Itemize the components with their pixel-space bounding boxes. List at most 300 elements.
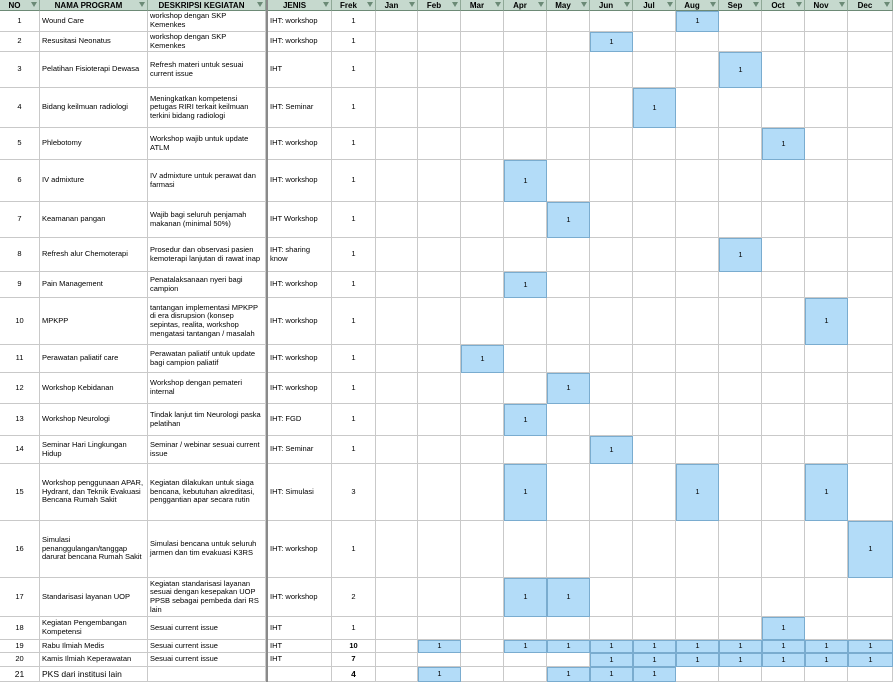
cell-month-nov[interactable] <box>805 52 848 88</box>
cell-month-dec[interactable] <box>848 88 893 128</box>
cell-desc[interactable]: tantangan implementasi MPKPP di era disrupsion (konsep sepintas, realita, workshop mengatasi tantangan / masalah <box>148 298 266 345</box>
cell-month-jun[interactable] <box>590 52 633 88</box>
cell-jenis[interactable]: IHT: workshop <box>268 32 332 52</box>
cell-month-mar[interactable] <box>461 578 504 617</box>
cell-month-apr[interactable] <box>504 617 547 640</box>
cell-month-aug[interactable] <box>676 202 719 238</box>
filter-dropdown-icon[interactable] <box>31 2 37 7</box>
cell-month-apr[interactable] <box>504 238 547 272</box>
cell-month-may[interactable]: 1 <box>547 373 590 404</box>
filter-dropdown-icon[interactable] <box>139 2 145 7</box>
cell-month-jan[interactable] <box>376 653 418 667</box>
cell-month-nov[interactable] <box>805 128 848 160</box>
cell-month-mar[interactable] <box>461 32 504 52</box>
cell-program[interactable]: PKS dari institusi lain <box>40 667 148 682</box>
cell-month-jan[interactable] <box>376 128 418 160</box>
cell-month-jun[interactable]: 1 <box>590 640 633 653</box>
cell-month-sep[interactable] <box>719 464 762 521</box>
cell-month-sep[interactable] <box>719 578 762 617</box>
cell-month-oct[interactable]: 1 <box>762 617 805 640</box>
cell-month-sep[interactable]: 1 <box>719 52 762 88</box>
cell-month-oct[interactable] <box>762 11 805 32</box>
cell-program[interactable]: MPKPP <box>40 298 148 345</box>
cell-month-jan[interactable] <box>376 32 418 52</box>
cell-month-oct[interactable] <box>762 373 805 404</box>
cell-month-aug[interactable]: 1 <box>676 640 719 653</box>
cell-month-apr[interactable] <box>504 298 547 345</box>
cell-month-jun[interactable] <box>590 373 633 404</box>
column-header-month-sep[interactable] <box>719 0 762 11</box>
cell-month-jan[interactable] <box>376 202 418 238</box>
cell-month-jan[interactable] <box>376 578 418 617</box>
cell-month-feb[interactable] <box>418 404 461 436</box>
cell-frek[interactable]: 10 <box>332 640 376 653</box>
cell-month-dec[interactable] <box>848 667 893 682</box>
cell-month-may[interactable] <box>547 345 590 373</box>
cell-month-jan[interactable] <box>376 373 418 404</box>
cell-month-jun[interactable]: 1 <box>590 436 633 464</box>
cell-month-apr[interactable] <box>504 88 547 128</box>
cell-month-jan[interactable] <box>376 11 418 32</box>
cell-month-sep[interactable] <box>719 272 762 298</box>
cell-month-feb[interactable] <box>418 202 461 238</box>
cell-month-sep[interactable] <box>719 298 762 345</box>
cell-month-dec[interactable]: 1 <box>848 521 893 578</box>
cell-month-jul[interactable] <box>633 272 676 298</box>
cell-month-apr[interactable] <box>504 373 547 404</box>
cell-month-dec[interactable] <box>848 298 893 345</box>
cell-month-feb[interactable] <box>418 160 461 202</box>
cell-month-jul[interactable] <box>633 373 676 404</box>
cell-month-apr[interactable] <box>504 32 547 52</box>
cell-month-jul[interactable] <box>633 298 676 345</box>
cell-month-jul[interactable] <box>633 32 676 52</box>
cell-month-apr[interactable] <box>504 653 547 667</box>
column-header-jenis[interactable] <box>268 0 332 11</box>
cell-month-aug[interactable] <box>676 52 719 88</box>
cell-month-feb[interactable] <box>418 238 461 272</box>
cell-month-dec[interactable]: 1 <box>848 640 893 653</box>
cell-month-jan[interactable] <box>376 464 418 521</box>
filter-dropdown-icon[interactable] <box>367 2 373 7</box>
filter-dropdown-icon[interactable] <box>495 2 501 7</box>
cell-no[interactable]: 2 <box>0 32 40 52</box>
cell-no[interactable]: 13 <box>0 404 40 436</box>
cell-month-oct[interactable] <box>762 667 805 682</box>
cell-desc[interactable]: Penatalaksanaan nyeri bagi campion <box>148 272 266 298</box>
cell-desc[interactable]: workshop dengan SKP Kemenkes <box>148 11 266 32</box>
cell-month-oct[interactable] <box>762 404 805 436</box>
cell-month-oct[interactable]: 1 <box>762 653 805 667</box>
cell-month-aug[interactable] <box>676 88 719 128</box>
cell-desc[interactable]: Kegiatan dilakukan untuk siaga bencana, kebutuhan akreditasi, penggantian apar secara rutin <box>148 464 266 521</box>
cell-jenis[interactable] <box>268 667 332 682</box>
cell-frek[interactable]: 4 <box>332 667 376 682</box>
cell-month-feb[interactable] <box>418 345 461 373</box>
cell-month-nov[interactable] <box>805 238 848 272</box>
cell-month-apr[interactable]: 1 <box>504 464 547 521</box>
cell-no[interactable]: 11 <box>0 345 40 373</box>
cell-month-feb[interactable] <box>418 617 461 640</box>
column-header-month-nov[interactable] <box>805 0 848 11</box>
cell-month-oct[interactable] <box>762 88 805 128</box>
cell-month-sep[interactable]: 1 <box>719 640 762 653</box>
cell-frek[interactable]: 1 <box>332 373 376 404</box>
cell-desc[interactable] <box>148 667 266 682</box>
cell-month-jun[interactable] <box>590 128 633 160</box>
cell-month-jun[interactable] <box>590 202 633 238</box>
cell-month-nov[interactable] <box>805 521 848 578</box>
cell-jenis[interactable]: IHT: FGD <box>268 404 332 436</box>
cell-no[interactable]: 6 <box>0 160 40 202</box>
cell-month-sep[interactable] <box>719 202 762 238</box>
cell-month-may[interactable]: 1 <box>547 667 590 682</box>
cell-month-sep[interactable] <box>719 617 762 640</box>
cell-program[interactable]: Pain Management <box>40 272 148 298</box>
cell-month-mar[interactable] <box>461 202 504 238</box>
cell-frek[interactable]: 1 <box>332 128 376 160</box>
cell-month-feb[interactable] <box>418 521 461 578</box>
cell-month-feb[interactable] <box>418 52 461 88</box>
cell-frek[interactable]: 1 <box>332 521 376 578</box>
cell-month-oct[interactable] <box>762 578 805 617</box>
filter-dropdown-icon[interactable] <box>409 2 415 7</box>
cell-month-jul[interactable] <box>633 52 676 88</box>
cell-program[interactable]: Refresh alur Chemoterapi <box>40 238 148 272</box>
cell-month-may[interactable] <box>547 617 590 640</box>
cell-month-apr[interactable]: 1 <box>504 272 547 298</box>
cell-month-may[interactable] <box>547 160 590 202</box>
cell-month-oct[interactable] <box>762 238 805 272</box>
cell-month-jul[interactable] <box>633 464 676 521</box>
filter-dropdown-icon[interactable] <box>753 2 759 7</box>
cell-month-sep[interactable] <box>719 128 762 160</box>
cell-no[interactable]: 1 <box>0 11 40 32</box>
cell-month-feb[interactable] <box>418 11 461 32</box>
cell-month-jul[interactable] <box>633 345 676 373</box>
cell-month-nov[interactable] <box>805 436 848 464</box>
cell-frek[interactable]: 1 <box>332 617 376 640</box>
cell-frek[interactable]: 1 <box>332 238 376 272</box>
cell-month-feb[interactable] <box>418 653 461 667</box>
cell-month-oct[interactable]: 1 <box>762 640 805 653</box>
cell-month-may[interactable] <box>547 404 590 436</box>
cell-month-dec[interactable] <box>848 578 893 617</box>
cell-month-jul[interactable]: 1 <box>633 667 676 682</box>
cell-month-nov[interactable] <box>805 667 848 682</box>
cell-month-mar[interactable] <box>461 617 504 640</box>
cell-month-jun[interactable]: 1 <box>590 667 633 682</box>
cell-program[interactable]: Keamanan pangan <box>40 202 148 238</box>
cell-desc[interactable]: Prosedur dan observasi pasien kemoterapi lanjutan di rawat inap <box>148 238 266 272</box>
column-header-desc[interactable] <box>148 0 266 11</box>
cell-frek[interactable]: 1 <box>332 272 376 298</box>
cell-jenis[interactable]: IHT: workshop <box>268 345 332 373</box>
cell-month-jan[interactable] <box>376 345 418 373</box>
cell-month-apr[interactable]: 1 <box>504 160 547 202</box>
cell-month-mar[interactable] <box>461 11 504 32</box>
column-header-month-aug[interactable] <box>676 0 719 11</box>
cell-desc[interactable]: Meningkatkan kompetensi petugas RIRI terkait keilmuan terkini bidang radiologi <box>148 88 266 128</box>
cell-month-nov[interactable] <box>805 160 848 202</box>
cell-month-jun[interactable] <box>590 160 633 202</box>
cell-frek[interactable]: 1 <box>332 345 376 373</box>
cell-month-jun[interactable]: 1 <box>590 32 633 52</box>
cell-program[interactable]: Standarisasi layanan UOP <box>40 578 148 617</box>
cell-month-dec[interactable] <box>848 11 893 32</box>
column-header-no[interactable] <box>0 0 40 11</box>
cell-month-dec[interactable] <box>848 128 893 160</box>
cell-month-nov[interactable] <box>805 373 848 404</box>
cell-month-jan[interactable] <box>376 298 418 345</box>
cell-program[interactable]: Kamis Ilmiah Keperawatan <box>40 653 148 667</box>
cell-program[interactable]: Seminar Hari Lingkungan Hidup <box>40 436 148 464</box>
cell-month-may[interactable]: 1 <box>547 640 590 653</box>
cell-month-feb[interactable] <box>418 373 461 404</box>
cell-month-oct[interactable] <box>762 436 805 464</box>
cell-month-nov[interactable] <box>805 88 848 128</box>
cell-month-jul[interactable] <box>633 128 676 160</box>
column-header-month-jun[interactable] <box>590 0 633 11</box>
cell-program[interactable]: Rabu Ilmiah Medis <box>40 640 148 653</box>
cell-month-dec[interactable] <box>848 373 893 404</box>
cell-month-aug[interactable] <box>676 404 719 436</box>
cell-month-nov[interactable] <box>805 345 848 373</box>
column-header-month-mar[interactable] <box>461 0 504 11</box>
cell-month-nov[interactable]: 1 <box>805 298 848 345</box>
cell-month-oct[interactable] <box>762 298 805 345</box>
cell-desc[interactable]: Tindak lanjut tim Neurologi paska pelatihan <box>148 404 266 436</box>
cell-jenis[interactable]: IHT: Seminar <box>268 436 332 464</box>
cell-month-aug[interactable]: 1 <box>676 464 719 521</box>
cell-month-nov[interactable] <box>805 404 848 436</box>
cell-no[interactable]: 19 <box>0 640 40 653</box>
cell-jenis[interactable]: IHT Workshop <box>268 202 332 238</box>
cell-no[interactable]: 8 <box>0 238 40 272</box>
cell-frek[interactable]: 1 <box>332 11 376 32</box>
cell-month-may[interactable] <box>547 128 590 160</box>
cell-jenis[interactable]: IHT: workshop <box>268 373 332 404</box>
cell-month-apr[interactable] <box>504 667 547 682</box>
cell-frek[interactable]: 1 <box>332 32 376 52</box>
cell-month-apr[interactable]: 1 <box>504 404 547 436</box>
cell-month-jun[interactable] <box>590 88 633 128</box>
cell-month-jan[interactable] <box>376 272 418 298</box>
cell-month-mar[interactable] <box>461 238 504 272</box>
cell-month-nov[interactable] <box>805 11 848 32</box>
filter-dropdown-icon[interactable] <box>796 2 802 7</box>
column-header-frek[interactable] <box>332 0 376 11</box>
cell-desc[interactable]: Kegiatan standarisasi layanan sesuai dengan kesepakan UOP PPSB sebagai pembeda dari RS lain <box>148 578 266 617</box>
cell-month-jul[interactable] <box>633 521 676 578</box>
cell-desc[interactable]: Workshop dengan pemateri internal <box>148 373 266 404</box>
cell-month-dec[interactable] <box>848 436 893 464</box>
cell-month-jan[interactable] <box>376 52 418 88</box>
cell-program[interactable]: Simulasi penanggulangan/tanggap darurat bencana Rumah Sakit <box>40 521 148 578</box>
cell-month-aug[interactable] <box>676 160 719 202</box>
cell-month-may[interactable]: 1 <box>547 578 590 617</box>
cell-month-jul[interactable] <box>633 160 676 202</box>
cell-month-aug[interactable] <box>676 436 719 464</box>
column-header-month-may[interactable] <box>547 0 590 11</box>
cell-month-jan[interactable] <box>376 88 418 128</box>
filter-dropdown-icon[interactable] <box>839 2 845 7</box>
cell-month-sep[interactable] <box>719 345 762 373</box>
cell-no[interactable]: 18 <box>0 617 40 640</box>
cell-month-sep[interactable] <box>719 521 762 578</box>
cell-month-may[interactable] <box>547 464 590 521</box>
cell-month-dec[interactable] <box>848 160 893 202</box>
cell-month-dec[interactable] <box>848 52 893 88</box>
filter-dropdown-icon[interactable] <box>538 2 544 7</box>
cell-month-apr[interactable] <box>504 202 547 238</box>
cell-month-oct[interactable] <box>762 160 805 202</box>
cell-frek[interactable]: 1 <box>332 52 376 88</box>
cell-no[interactable]: 9 <box>0 272 40 298</box>
cell-jenis[interactable]: IHT: workshop <box>268 578 332 617</box>
cell-jenis[interactable]: IHT: workshop <box>268 11 332 32</box>
cell-month-nov[interactable] <box>805 272 848 298</box>
cell-month-sep[interactable]: 1 <box>719 238 762 272</box>
cell-month-feb[interactable] <box>418 464 461 521</box>
cell-month-jun[interactable] <box>590 298 633 345</box>
cell-desc[interactable]: Refresh materi untuk sesuai current issue <box>148 52 266 88</box>
cell-month-feb[interactable] <box>418 88 461 128</box>
cell-month-dec[interactable] <box>848 32 893 52</box>
filter-dropdown-icon[interactable] <box>323 2 329 7</box>
cell-month-mar[interactable] <box>461 653 504 667</box>
cell-month-oct[interactable] <box>762 464 805 521</box>
column-header-month-dec[interactable] <box>848 0 893 11</box>
cell-month-feb[interactable] <box>418 32 461 52</box>
cell-month-sep[interactable] <box>719 404 762 436</box>
cell-month-dec[interactable] <box>848 345 893 373</box>
cell-month-jul[interactable] <box>633 578 676 617</box>
cell-jenis[interactable]: IHT <box>268 640 332 653</box>
cell-program[interactable]: Kegiatan Pengembangan Kompetensi <box>40 617 148 640</box>
cell-desc[interactable]: Sesuai current issue <box>148 640 266 653</box>
cell-month-jul[interactable] <box>633 202 676 238</box>
cell-month-sep[interactable] <box>719 667 762 682</box>
cell-month-nov[interactable]: 1 <box>805 464 848 521</box>
filter-dropdown-icon[interactable] <box>581 2 587 7</box>
cell-month-mar[interactable] <box>461 298 504 345</box>
cell-month-sep[interactable] <box>719 160 762 202</box>
cell-jenis[interactable]: IHT: Simulasi <box>268 464 332 521</box>
cell-month-dec[interactable] <box>848 238 893 272</box>
column-header-month-oct[interactable] <box>762 0 805 11</box>
cell-month-mar[interactable] <box>461 436 504 464</box>
cell-month-apr[interactable] <box>504 52 547 88</box>
cell-month-jul[interactable]: 1 <box>633 640 676 653</box>
column-header-month-jul[interactable] <box>633 0 676 11</box>
cell-month-dec[interactable] <box>848 404 893 436</box>
cell-month-mar[interactable] <box>461 404 504 436</box>
cell-program[interactable]: Perawatan paliatif care <box>40 345 148 373</box>
cell-program[interactable]: Pelatihan Fisioterapi Dewasa <box>40 52 148 88</box>
cell-frek[interactable]: 1 <box>332 88 376 128</box>
cell-month-jul[interactable]: 1 <box>633 88 676 128</box>
column-header-program[interactable] <box>40 0 148 11</box>
cell-no[interactable]: 10 <box>0 298 40 345</box>
cell-frek[interactable]: 1 <box>332 436 376 464</box>
cell-jenis[interactable]: IHT: workshop <box>268 298 332 345</box>
cell-month-jul[interactable] <box>633 404 676 436</box>
cell-no[interactable]: 7 <box>0 202 40 238</box>
cell-month-aug[interactable] <box>676 521 719 578</box>
cell-month-jan[interactable] <box>376 238 418 272</box>
cell-desc[interactable]: Perawatan paliatif untuk update bagi campion paliatif <box>148 345 266 373</box>
cell-no[interactable]: 21 <box>0 667 40 682</box>
cell-month-mar[interactable] <box>461 464 504 521</box>
cell-month-nov[interactable]: 1 <box>805 640 848 653</box>
cell-no[interactable]: 15 <box>0 464 40 521</box>
cell-month-jul[interactable] <box>633 436 676 464</box>
cell-frek[interactable]: 1 <box>332 404 376 436</box>
cell-month-may[interactable]: 1 <box>547 202 590 238</box>
cell-month-may[interactable] <box>547 272 590 298</box>
cell-month-dec[interactable] <box>848 202 893 238</box>
filter-dropdown-icon[interactable] <box>624 2 630 7</box>
cell-frek[interactable]: 2 <box>332 578 376 617</box>
cell-month-apr[interactable] <box>504 436 547 464</box>
cell-month-jan[interactable] <box>376 160 418 202</box>
cell-month-jun[interactable] <box>590 521 633 578</box>
cell-month-jan[interactable] <box>376 640 418 653</box>
cell-month-oct[interactable]: 1 <box>762 128 805 160</box>
cell-desc[interactable]: Seminar / webinar sesuai current issue <box>148 436 266 464</box>
cell-desc[interactable]: Simulasi bencana untuk seluruh jarmen dan tim evakuasi K3RS <box>148 521 266 578</box>
cell-month-mar[interactable] <box>461 640 504 653</box>
cell-month-mar[interactable] <box>461 521 504 578</box>
cell-month-feb[interactable]: 1 <box>418 640 461 653</box>
cell-month-may[interactable] <box>547 298 590 345</box>
cell-month-oct[interactable] <box>762 272 805 298</box>
cell-month-jul[interactable] <box>633 617 676 640</box>
cell-month-apr[interactable] <box>504 521 547 578</box>
cell-month-mar[interactable] <box>461 373 504 404</box>
cell-no[interactable]: 4 <box>0 88 40 128</box>
cell-jenis[interactable]: IHT: sharing know <box>268 238 332 272</box>
filter-dropdown-icon[interactable] <box>884 2 890 7</box>
cell-month-aug[interactable]: 1 <box>676 11 719 32</box>
cell-month-apr[interactable] <box>504 345 547 373</box>
cell-month-aug[interactable]: 1 <box>676 653 719 667</box>
cell-month-sep[interactable] <box>719 88 762 128</box>
cell-no[interactable]: 3 <box>0 52 40 88</box>
cell-month-feb[interactable] <box>418 128 461 160</box>
cell-month-may[interactable] <box>547 88 590 128</box>
cell-month-jun[interactable]: 1 <box>590 653 633 667</box>
cell-jenis[interactable]: IHT: workshop <box>268 521 332 578</box>
cell-program[interactable]: Bidang keilmuan radiologi <box>40 88 148 128</box>
cell-program[interactable]: Phlebotomy <box>40 128 148 160</box>
cell-month-nov[interactable] <box>805 578 848 617</box>
cell-desc[interactable]: Sesuai current issue <box>148 617 266 640</box>
cell-month-jun[interactable] <box>590 345 633 373</box>
cell-month-jul[interactable] <box>633 11 676 32</box>
cell-desc[interactable]: Wajib bagi seluruh penjamah makanan (minimal 50%) <box>148 202 266 238</box>
cell-month-dec[interactable] <box>848 617 893 640</box>
cell-no[interactable]: 12 <box>0 373 40 404</box>
cell-program[interactable]: Workshop Neurologi <box>40 404 148 436</box>
cell-month-may[interactable] <box>547 11 590 32</box>
cell-jenis[interactable]: IHT <box>268 617 332 640</box>
cell-month-feb[interactable] <box>418 578 461 617</box>
filter-dropdown-icon[interactable] <box>667 2 673 7</box>
cell-frek[interactable]: 1 <box>332 202 376 238</box>
cell-month-oct[interactable] <box>762 345 805 373</box>
